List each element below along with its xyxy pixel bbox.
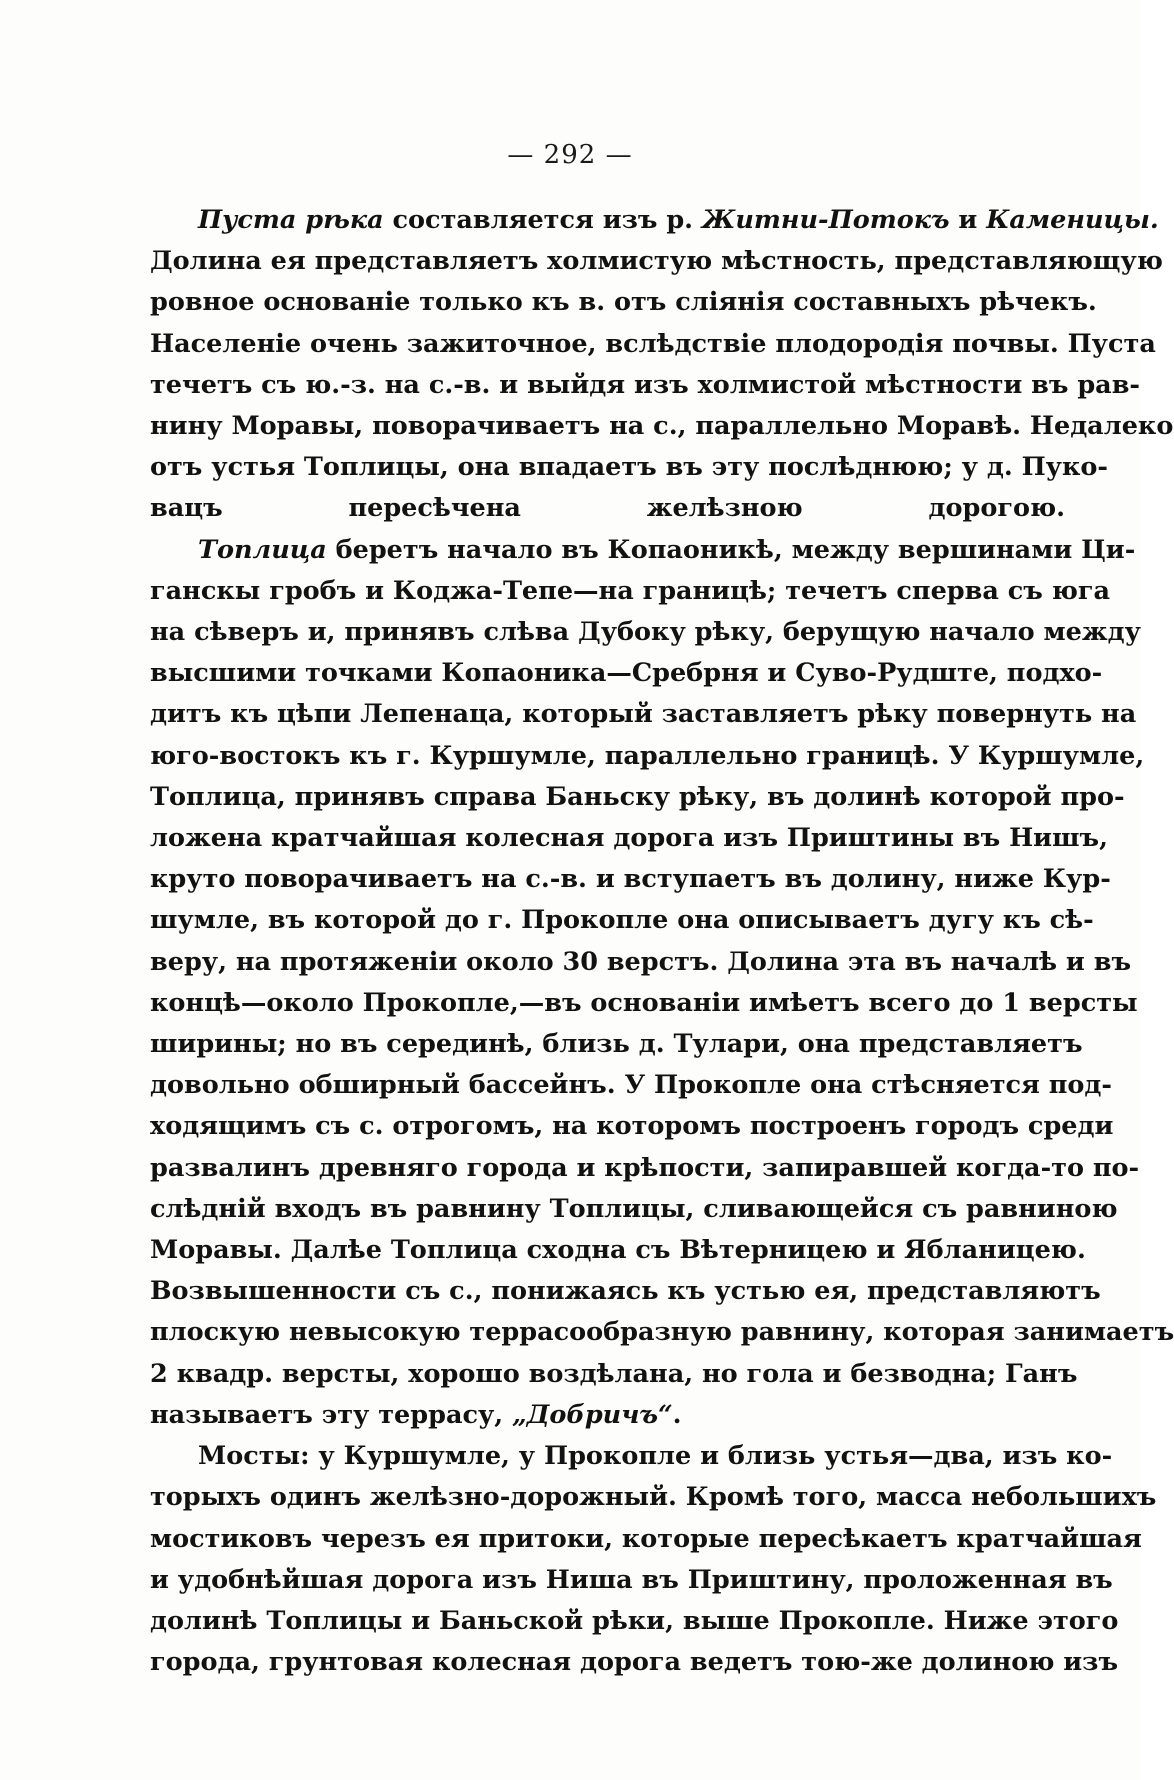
text-segment: 2 квадр. версты, хорошо воздѣлана, но гола и безводна; Ганъ <box>150 1358 1078 1389</box>
text-segment: . <box>672 1399 682 1430</box>
text-segment: слѣдній входъ въ равнину Топлицы, сливающейся съ равниною <box>150 1193 1118 1224</box>
text-line <box>150 777 1125 818</box>
text-line <box>150 694 1137 735</box>
text-segment: нину Моравы, поворачиваетъ на с., параллельно Моравѣ. Недалеко <box>150 411 1174 442</box>
text-segment: шумле, въ которой до г. Прокопле она описываетъ дугу къ сѣ- <box>150 905 1094 936</box>
text-segment: веру, на протяженіи около 30 верстъ. Долина эта въ началѣ и въ <box>150 946 1132 977</box>
italic-term: Каменицы. <box>986 205 1159 235</box>
text-segment: мостиковъ черезъ ея притоки, которые пересѣкаетъ кратчайшая <box>150 1523 1142 1554</box>
text-line <box>150 1601 1119 1642</box>
text-line <box>150 653 1103 694</box>
text-line <box>150 1189 1118 1230</box>
text-segment: составляется изъ р. <box>383 205 702 235</box>
text-segment: ходящимъ съ с. отрогомъ, на которомъ построенъ городъ среди <box>150 1111 1114 1142</box>
text-segment: ровное основаніе только къ в. отъ сліянія составныхъ рѣчекъ. <box>150 287 1097 318</box>
text-segment: довольно обширный бассейнъ. У Прокопле она стѣсняется под- <box>150 1070 1112 1101</box>
text-segment: долинѣ Топлицы и Баньской рѣки, выше Прокопле. Ниже этого <box>150 1605 1119 1636</box>
text-line <box>150 1312 1174 1353</box>
text-segment: высшими точками Копаоника—Сребрня и Суво-Рудште, подхо- <box>150 658 1103 689</box>
text-segment: развалинъ древняго города и крѣпости, запиравшей когда-то по- <box>150 1152 1140 1183</box>
italic-term: Пуста рѣка <box>198 205 384 235</box>
text-segment: торыхъ одинъ желѣзно-дорожный. Кромѣ того, масса небольшихъ <box>150 1482 1157 1513</box>
text-segment: и удобнѣйшая дорога изъ Ниша въ Приштину, проложенная въ <box>150 1564 1113 1595</box>
text-line <box>150 1642 1119 1683</box>
italic-term: Житни-Потокъ <box>701 205 950 235</box>
text-line <box>150 942 1132 983</box>
text-segment: ложена кратчайшая колесная дорога изъ Приштины въ Нишъ, <box>150 823 1108 854</box>
text-segment: Долина ея представляетъ холмистую мѣстность, представляющую <box>150 246 1163 277</box>
text-segment: Населеніе очень зажиточное, вслѣдствіе плодородія почвы. Пуста <box>150 328 1156 359</box>
text-segment: плоскую невысокую террасообразную равнину, которая занимаетъ <box>150 1317 1174 1348</box>
text-line <box>150 324 1156 365</box>
text-segment: на сѣверъ и, принявъ слѣва Дубоку рѣку, берущую начало между <box>150 617 1141 648</box>
text-line <box>150 1395 1065 1436</box>
text-line <box>150 1271 1101 1312</box>
text-segment: дитъ къ цѣпи Лепенаца, который заставляетъ рѣку повернуть на <box>150 699 1137 730</box>
text-line <box>150 1230 1086 1271</box>
text-line <box>150 1148 1140 1189</box>
text-line <box>150 900 1094 941</box>
text-line <box>150 406 1174 447</box>
text-segment: ганскы гробъ и Коджа-Тепе—на границѣ; течетъ сперва съ юга <box>150 575 1110 606</box>
text-line <box>150 1436 1113 1477</box>
text-segment: Мосты: у Куршумле, у Прокопле и близь устья—два, изъ ко- <box>198 1441 1113 1472</box>
text-line <box>150 200 1159 241</box>
text-segment: беретъ начало въ Копаоникѣ, между вершинами Ци- <box>326 534 1136 565</box>
text-line <box>150 612 1141 653</box>
text-line <box>150 1106 1114 1147</box>
text-segment: концѣ—около Прокопле,—въ основаніи имѣетъ всего до 1 версты <box>150 987 1138 1018</box>
text-segment: и <box>949 205 987 235</box>
text-line <box>150 488 1065 529</box>
text-segment: отъ устья Топлицы, она впадаетъ въ эту послѣднюю; у д. Пуко- <box>150 452 1108 483</box>
text-segment: круто поворачиваетъ на с.-в. и вступаетъ въ долину, ниже Кур- <box>150 864 1111 895</box>
text-segment: Моравы. Далѣе Топлица сходна съ Вѣтерницею и Ябланицею. <box>150 1235 1086 1266</box>
text-segment: Возвышенности съ с., понижаясь къ устью ея, представляютъ <box>150 1276 1101 1307</box>
text-line <box>150 1065 1112 1106</box>
paragraph <box>150 200 1174 530</box>
text-line <box>150 736 1145 777</box>
text-segment: Топлица, принявъ справа Баньску рѣку, въ долинѣ которой про- <box>150 781 1125 812</box>
text-line <box>150 571 1110 612</box>
text-segment: юго-востокъ къ г. Куршумле, параллельно границѣ. У Куршумле, <box>150 740 1145 771</box>
text-segment: ширины; но въ серединѣ, близь д. Тулари, она представляетъ <box>150 1029 1083 1060</box>
text-segment: вацъ пересѣчена желѣзною дорогою. <box>150 493 1065 524</box>
text-line <box>150 365 1140 406</box>
text-line <box>150 1477 1157 1518</box>
text-line <box>150 859 1111 900</box>
italic-term: Топлица <box>198 534 327 565</box>
paragraph <box>150 530 1174 1436</box>
text-segment: течетъ съ ю.-з. на с.-в. и выйдя изъ холмистой мѣстности въ рав- <box>150 369 1140 400</box>
body-text <box>150 200 1174 1683</box>
text-line <box>150 1024 1083 1065</box>
text-line <box>150 530 1136 571</box>
text-line <box>150 447 1108 488</box>
text-line <box>150 282 1097 323</box>
text-segment: города, грунтовая колесная дорога ведетъ тою-же долиною изъ <box>150 1647 1119 1678</box>
text-line <box>150 1519 1142 1560</box>
text-line <box>150 818 1108 859</box>
paragraph <box>150 1436 1157 1683</box>
text-line <box>150 1560 1113 1601</box>
page-number: — 292 — <box>507 140 633 170</box>
italic-term: „Добричъ“ <box>512 1399 673 1430</box>
text-line <box>150 241 1163 282</box>
text-line <box>150 1354 1078 1395</box>
text-segment: называетъ эту террасу, <box>150 1399 513 1430</box>
text-line <box>150 983 1138 1024</box>
